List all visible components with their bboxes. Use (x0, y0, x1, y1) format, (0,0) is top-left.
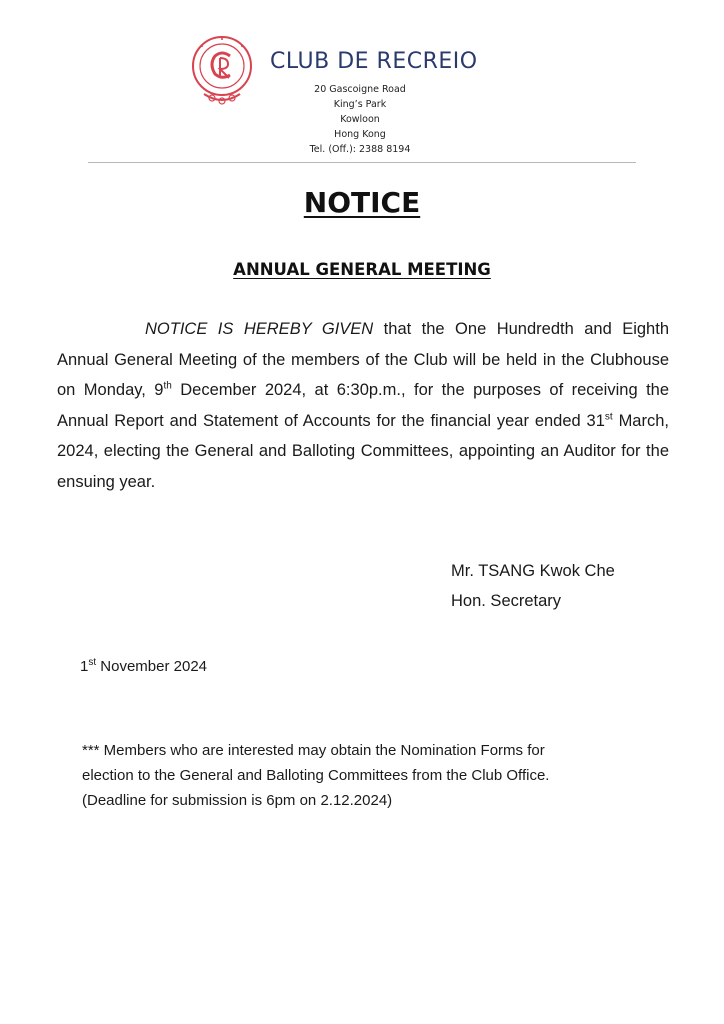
notice-title: NOTICE (303, 186, 421, 219)
signatory-name: Mr. TSANG Kwok Che (451, 562, 615, 580)
header-divider (88, 162, 636, 163)
ordinal-suffix: st (88, 657, 97, 668)
meeting-title: ANNUAL GENERAL MEETING (233, 260, 491, 279)
date-rest: November 2024 (96, 658, 208, 675)
notice-body-part: December 2024, at 6:30p.m., for the purposes of receiving the Annual Report and Statement of Accounts for the financial year ended 31 (57, 381, 670, 430)
address-line: Kowloon (340, 114, 380, 125)
notice-body (57, 314, 669, 497)
club-crest-icon (190, 34, 254, 110)
address-line: Hong Kong (334, 129, 386, 140)
footnote (82, 738, 682, 813)
club-name: CLUB DE RECREIO (270, 49, 478, 74)
address-line: Tel. (Off.): 2388 8194 (309, 144, 411, 155)
address-line: 20 Gascoigne Road (314, 84, 406, 95)
footnote-line: *** Members who are interested may obtain the Nomination Forms for (82, 742, 545, 759)
footnote-line: (Deadline for submission is 6pm on 2.12.2024) (82, 792, 393, 809)
club-address (300, 82, 420, 157)
address-line: King’s Park (333, 99, 387, 110)
ordinal-suffix: th (163, 380, 172, 392)
notice-body-part: March, 2024, electing the General and Balloting Committees, appointing an Auditor for the ensuing year. (57, 411, 669, 491)
notice-body-part: that the One Hundredth and Eighth Annual General Meeting of the members of the Club will be held in the Clubhouse on Monday, 9 (57, 320, 669, 399)
footnote-line: election to the General and Balloting Committees from the Club Office. (82, 767, 550, 784)
ordinal-suffix: st (604, 411, 613, 422)
signature-block (451, 556, 615, 616)
notice-lead: NOTICE IS HEREBY GIVEN (145, 320, 374, 338)
date-day: 1 (80, 658, 89, 675)
signatory-title: Hon. Secretary (451, 592, 562, 610)
notice-date (80, 658, 207, 675)
